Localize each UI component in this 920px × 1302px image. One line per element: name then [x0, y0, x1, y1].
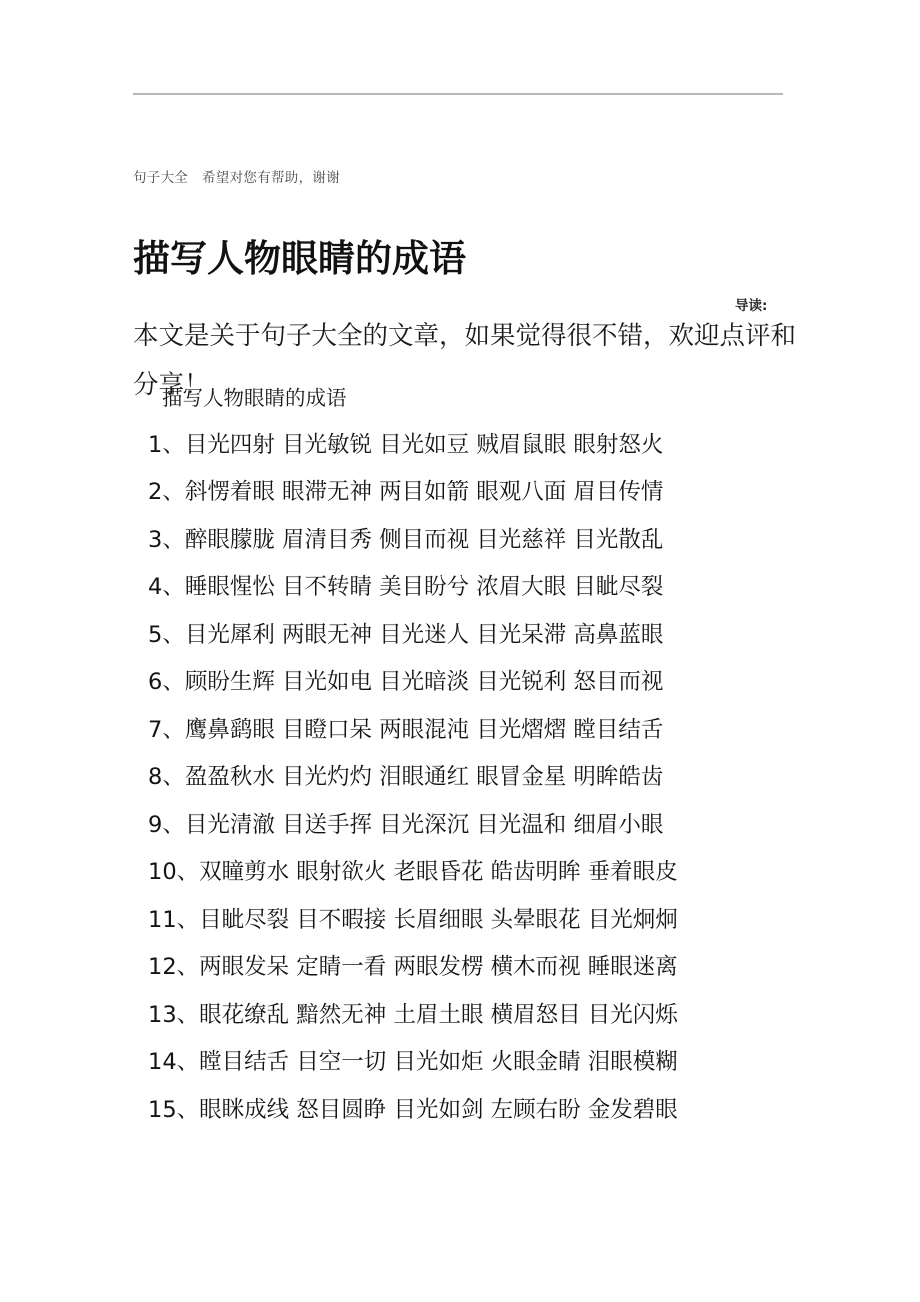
- list-item-text: 目眦尽裂 目不暇接 长眉细眼 头晕眼花 目光炯炯: [199, 906, 678, 933]
- list-item-text: 眼花缭乱 黯然无神 土眉土眼 横眉怒目 目光闪烁: [199, 1001, 678, 1028]
- list-item: [148, 1087, 920, 1135]
- list-item-text: 两眼发呆 定睛一看 两眼发楞 横木而视 睡眼迷离: [199, 954, 678, 981]
- list-item-text: 鹰鼻鹞眼 目瞪口呆 两眼混沌 目光熠熠 瞠目结舌: [184, 716, 664, 743]
- list-item: [148, 802, 920, 850]
- list-item-text: 目光犀利 两眼无神 目光迷人 目光呆滞 高鼻蓝眼: [184, 621, 664, 648]
- list-item-number: 8、: [148, 764, 185, 791]
- list-item-text: 睡眼惺忪 目不转睛 美目盼兮 浓眉大眼 目眦尽裂: [184, 574, 664, 601]
- list-item: [148, 659, 920, 707]
- list-item-text: 盈盈秋水 目光灼灼 泪眼通红 眼冒金星 明眸皓齿: [184, 764, 664, 791]
- list-item-text: 顾盼生辉 目光如电 目光暗淡 目光锐利 怒目而视: [184, 669, 664, 696]
- list-item-number: 3、: [148, 526, 185, 553]
- list-item: [148, 944, 920, 992]
- list-item-text: 斜愣着眼 眼滞无神 两目如箭 眼观八面 眉目传情: [184, 479, 664, 506]
- list-item-number: 10、: [148, 859, 200, 886]
- list-item-number: 5、: [148, 621, 185, 648]
- list-item-text: 双瞳剪水 眼射欲火 老眼昏花 皓齿明眸 垂着眼皮: [199, 859, 678, 886]
- list-item-number: 14、: [148, 1049, 200, 1076]
- list-item-number: 12、: [148, 954, 200, 981]
- list-item-text: 目光清澈 目送手挥 目光深沉 目光温和 细眉小眼: [184, 811, 664, 838]
- list-item-text: 瞠目结舌 目空一切 目光如炬 火眼金睛 泪眼模糊: [199, 1049, 678, 1076]
- list-item-text: 醉眼朦胧 眉清目秀 侧目而视 目光慈祥 目光散乱: [184, 526, 664, 553]
- page-kicker: 句子大全 希望对您有帮助，谢谢: [133, 170, 340, 186]
- list-item-text: 眼眯成线 怒目圆睁 目光如剑 左顾右盼 金发碧眼: [199, 1096, 678, 1123]
- header-divider-rule: [133, 93, 783, 95]
- list-item: [148, 754, 920, 802]
- list-item-number: 9、: [148, 811, 185, 838]
- list-item: [148, 897, 920, 945]
- list-item: [148, 564, 920, 612]
- list-item: [148, 612, 920, 660]
- list-item: [148, 517, 920, 565]
- list-item: [148, 1039, 920, 1087]
- idiom-list: [0, 422, 920, 1135]
- list-item-number: 4、: [148, 574, 185, 601]
- intro-paragraph: 本文是关于句子大全的文章，如果觉得很不错，欢迎点评和分享！: [133, 320, 797, 400]
- list-item-number: 6、: [148, 669, 185, 696]
- list-item: [148, 469, 920, 517]
- list-item-number: 15、: [148, 1096, 200, 1123]
- page-title: 描写人物眼睛的成语: [133, 236, 466, 280]
- intro-guide-label: 导读:: [735, 298, 768, 314]
- list-item: [148, 422, 920, 470]
- section-subheading: 描写人物眼睛的成语: [162, 386, 347, 410]
- list-item-number: 1、: [148, 431, 185, 458]
- list-item-text: 目光四射 目光敏锐 目光如豆 贼眉鼠眼 眼射怒火: [184, 431, 664, 458]
- list-item-number: 13、: [148, 1001, 200, 1028]
- list-item-number: 7、: [148, 716, 185, 743]
- list-item: [148, 992, 920, 1040]
- list-item-number: 2、: [148, 479, 185, 506]
- body-content: [0, 386, 920, 1134]
- list-item: [148, 849, 920, 897]
- list-item-number: 11、: [148, 906, 200, 933]
- list-item: [148, 707, 920, 755]
